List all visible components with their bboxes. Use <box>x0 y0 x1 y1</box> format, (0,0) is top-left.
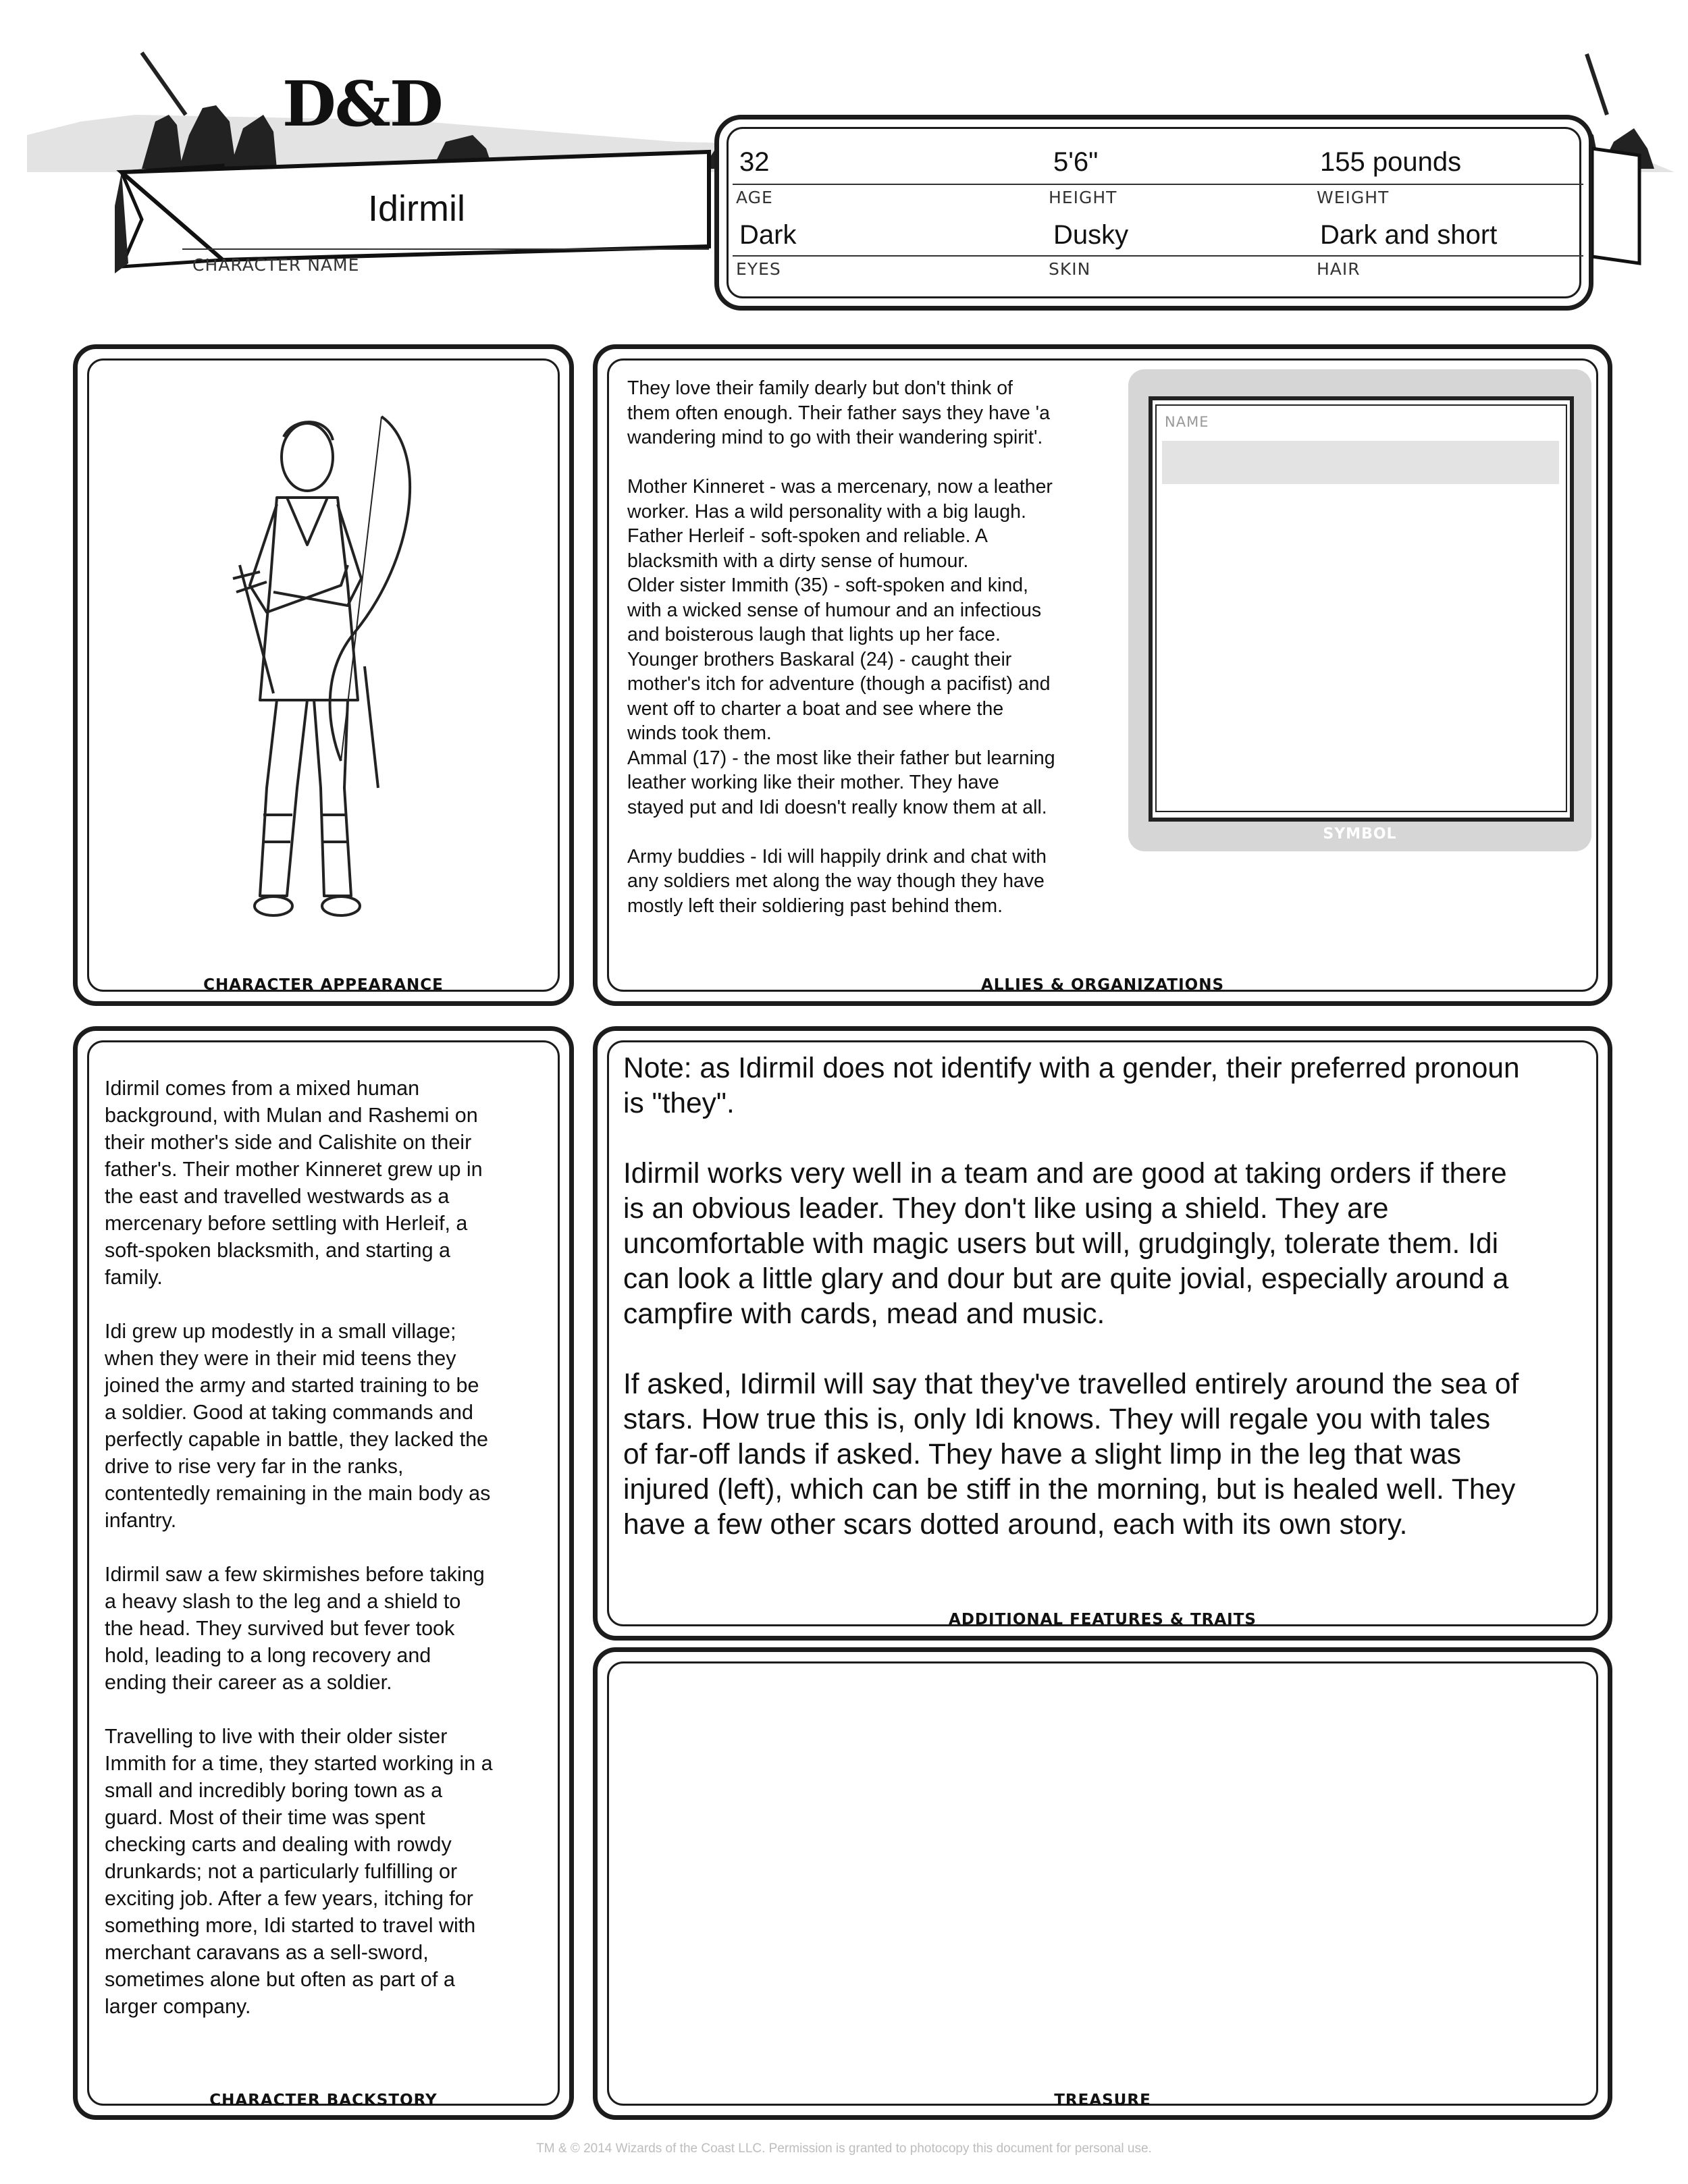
symbol-label: SYMBOL <box>1323 826 1397 843</box>
age-value[interactable]: 32 <box>739 147 770 177</box>
weight-value[interactable]: 155 pounds <box>1320 147 1462 177</box>
hair-label: HAIR <box>1317 259 1361 279</box>
eyes-label: EYES <box>736 259 781 279</box>
weight-label: WEIGHT <box>1317 188 1390 207</box>
hair-value[interactable]: Dark and short <box>1320 220 1498 250</box>
character-appearance-panel <box>73 344 574 1006</box>
features-text[interactable]: Note: as Idirmil does not identify with a gender, their preferred pronoun is "they". Idirmil works very well in a team and are good at taking orders if there is an obvious leader. They don't like using a shield. They are uncomfortable with magic users but will, grudgingly, tolerate them. Idi can look a little glary and dour but are quite jovial, especially around a campfire with cards, mead and music. If asked, Idirmil will say that they've travelled entirely around the sea of stars. How true this is, only Idi knows. They will regale you with tales of far-off lands if asked. They have a slight limp in the leg that was injured (left), which can be stiff in the morning, but is healed well. They have a few other scars dotted around, each with its own story. <box>623 1053 1520 1541</box>
details-scroll-end <box>1592 135 1646 270</box>
character-appearance-caption: CHARACTER APPEARANCE <box>203 976 444 994</box>
backstory-text[interactable]: Idirmil comes from a mixed human background, with Mulan and Rashemi on their mother's side and Calishite on their father's. Their mother Kinneret grew up in the east and travelled westwards as a mercenary before settling with Herleif, a soft-spoken blacksmith, and starting a family. Idi grew up modestly in a small village; when they were in their mid teens they joined the army and started training to be a soldier. Good at taking commands and perfectly capable in battle, they lacked the drive to rise very far in the ranks, contentedly remaining in the main body as infantry. Idirmil saw a few skirmishes before taking a heavy slash to the leg and a shield to the head. They survived but fever took hold, leading to a long recovery and ending their career as a soldier. Travelling to live with their older sister Immith for a time, they started working in a small and incredibly boring town as a guard. Most of their time was spent checking carts and dealing with rowdy drunkards; not a particularly fulfilling or exciting job. After a few years, itching for something more, Idi started to travel with merchant caravans as a sell-sword, sometimes alone but often as part of a larger company. <box>105 1077 493 2018</box>
character-name-label: CHARACTER NAME <box>192 255 360 275</box>
skin-label: SKIN <box>1049 259 1091 279</box>
character-backstory-panel <box>73 1026 574 2120</box>
eyes-value[interactable]: Dark <box>739 220 797 250</box>
backstory-caption: CHARACTER BACKSTORY <box>209 2092 438 2109</box>
age-label: AGE <box>736 188 773 207</box>
symbol-frame <box>1128 369 1591 851</box>
character-name[interactable]: Idirmil <box>368 188 465 229</box>
features-caption: ADDITIONAL FEATURES & TRAITS <box>949 1611 1257 1628</box>
treasure-caption: TREASURE <box>1054 2092 1151 2109</box>
dnd-logo: D&D <box>282 68 442 140</box>
allies-organizations-panel <box>593 344 1612 1006</box>
allies-text[interactable]: They love their family dearly but don't think of them often enough. Their father says they have 'a wandering mind to go with their wandering spirit'. Mother Kinneret - was a mercenary, now a leather worker. Has a wild personality with a big laugh. Father Herleif - soft-spoken and reliable. A blacksmith with a dirty sense of humour. Older sister Immith (35) - soft-spoken and kind, with a wicked sense of humour and an infectious and boisterous laugh that lights up her face. Younger brothers Baskaral (24) - caught their mother's itch for adventure (though a pacifist) and went off to charter a boat and see where the winds took them. Ammal (17) - the most like their father but learning leather working like their mother. They have stayed put and Idi doesn't really know them at all. Army buddies - Idi will happily drink and chat with any soldiers met along the way though they have mostly left their soldiering past behind them. <box>627 377 1055 917</box>
allies-caption: ALLIES & ORGANIZATIONS <box>980 976 1225 994</box>
character-portrait <box>213 410 442 923</box>
symbol-name-field[interactable] <box>1162 441 1559 484</box>
copyright-footer: TM & © 2014 Wizards of the Coast LLC. Permission is granted to photocopy this document for personal use. <box>536 2141 1152 2156</box>
symbol-name-label: NAME <box>1165 414 1209 430</box>
height-value[interactable]: 5'6" <box>1053 147 1099 177</box>
height-label: HEIGHT <box>1049 188 1117 207</box>
skin-value[interactable]: Dusky <box>1053 220 1129 250</box>
additional-features-panel <box>593 1026 1612 1641</box>
treasure-panel <box>593 1647 1612 2120</box>
